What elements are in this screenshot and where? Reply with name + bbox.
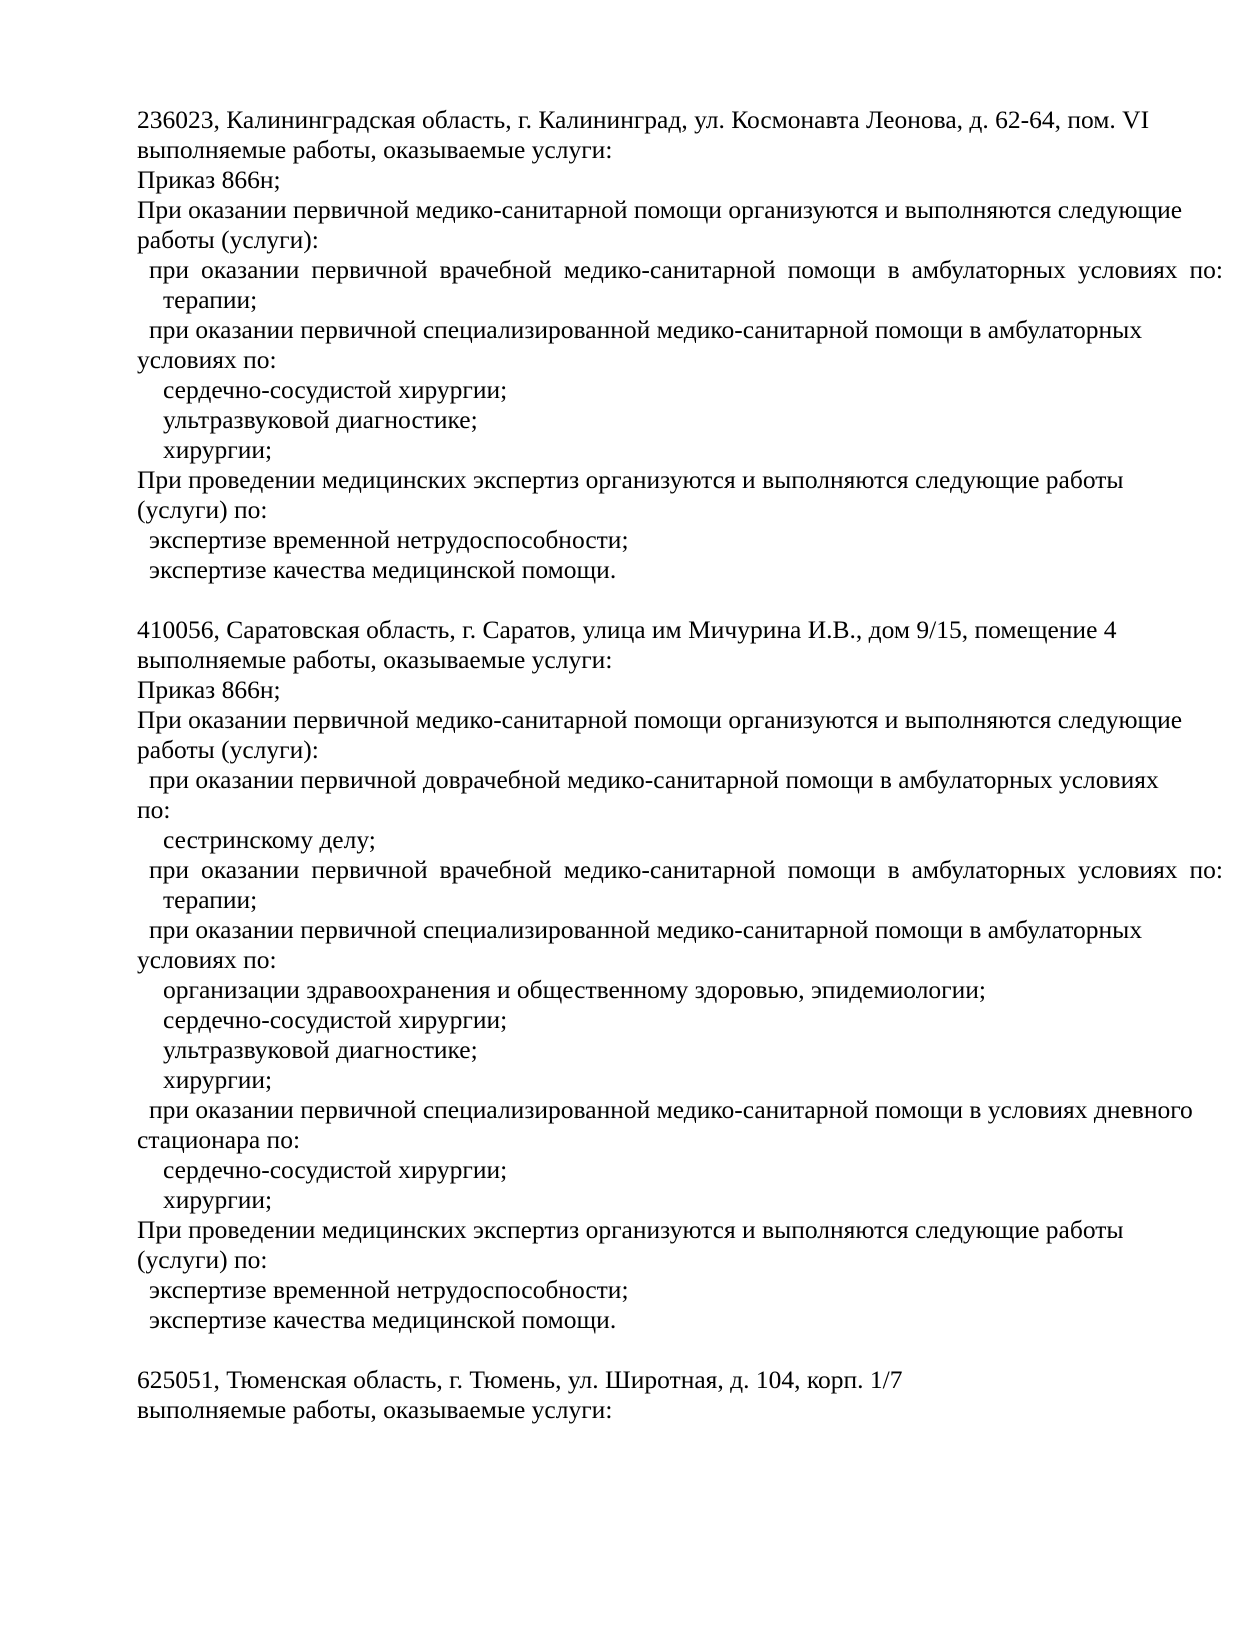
- text-line: организации здравоохранения и общественному здоровью, эпидемиологии;: [163, 975, 987, 1004]
- text-line: при оказании первичной доврачебной медико-санитарной помощи в амбулаторных условиях: [149, 765, 1159, 794]
- text-line: экспертизе временной нетрудоспособности;: [149, 525, 629, 554]
- text-line: условиях по:: [137, 945, 277, 974]
- text-line: работы (услуги):: [137, 225, 319, 254]
- text-line: ультразвуковой диагностике;: [163, 1035, 478, 1064]
- address-block-kaliningrad: [137, 105, 1223, 585]
- text-line: При оказании первичной медико-санитарной помощи организуются и выполняются следующие: [137, 195, 1183, 224]
- address-block-saratov: [137, 615, 1223, 1335]
- text-line: 625051, Тюменская область, г. Тюмень, ул. Широтная, д. 104, корп. 1/7: [137, 1365, 903, 1394]
- text-line: при оказании первичной врачебной медико-санитарной помощи в амбулаторных условиях по:: [149, 255, 1223, 284]
- text-line: Приказ 866н;: [137, 165, 281, 194]
- text-line: 410056, Саратовская область, г. Саратов, улица им Мичурина И.В., дом 9/15, помещение 4: [137, 615, 1117, 644]
- text-line: работы (услуги):: [137, 735, 319, 764]
- text-line: экспертизе временной нетрудоспособности;: [149, 1275, 629, 1304]
- text-line: при оказании первичной специализированной медико-санитарной помощи в амбулаторных: [149, 315, 1143, 344]
- text-line: выполняемые работы, оказываемые услуги:: [137, 135, 613, 164]
- text-line: при оказании первичной специализированной медико-санитарной помощи в условиях дневного: [149, 1095, 1193, 1124]
- text-line: экспертизе качества медицинской помощи.: [149, 555, 617, 584]
- text-line: (услуги) по:: [137, 495, 268, 524]
- text-line: хирургии;: [163, 1185, 273, 1214]
- text-line: При проведении медицинских экспертиз организуются и выполняются следующие работы: [137, 1215, 1124, 1244]
- text-line: Приказ 866н;: [137, 675, 281, 704]
- text-line: выполняемые работы, оказываемые услуги:: [137, 645, 613, 674]
- text-line: При оказании первичной медико-санитарной помощи организуются и выполняются следующие: [137, 705, 1183, 734]
- text-line: 236023, Калининградская область, г. Калининград, ул. Космонавта Леонова, д. 62-64, пом. VI: [137, 105, 1150, 134]
- text-line: сестринскому делу;: [163, 825, 376, 854]
- text-line: терапии;: [163, 285, 258, 314]
- text-line: терапии;: [163, 885, 258, 914]
- text-line: хирургии;: [163, 435, 273, 464]
- address-block-tyumen: [137, 1365, 1223, 1425]
- text-line: (услуги) по:: [137, 1245, 268, 1274]
- text-line: При проведении медицинских экспертиз организуются и выполняются следующие работы: [137, 465, 1124, 494]
- text-line: условиях по:: [137, 345, 277, 374]
- text-line: сердечно-сосудистой хирургии;: [163, 1155, 508, 1184]
- text-line: по:: [137, 795, 171, 824]
- text-line: экспертизе качества медицинской помощи.: [149, 1305, 617, 1334]
- text-line: выполняемые работы, оказываемые услуги:: [137, 1395, 613, 1424]
- document-text: [137, 105, 1223, 1425]
- text-line: сердечно-сосудистой хирургии;: [163, 1005, 508, 1034]
- text-line: ультразвуковой диагностике;: [163, 405, 478, 434]
- text-line: хирургии;: [163, 1065, 273, 1094]
- text-line: при оказании первичной врачебной медико-санитарной помощи в амбулаторных условиях по:: [149, 855, 1223, 884]
- text-line: при оказании первичной специализированной медико-санитарной помощи в амбулаторных: [149, 915, 1143, 944]
- text-line: сердечно-сосудистой хирургии;: [163, 375, 508, 404]
- text-line: стационара по:: [137, 1125, 301, 1154]
